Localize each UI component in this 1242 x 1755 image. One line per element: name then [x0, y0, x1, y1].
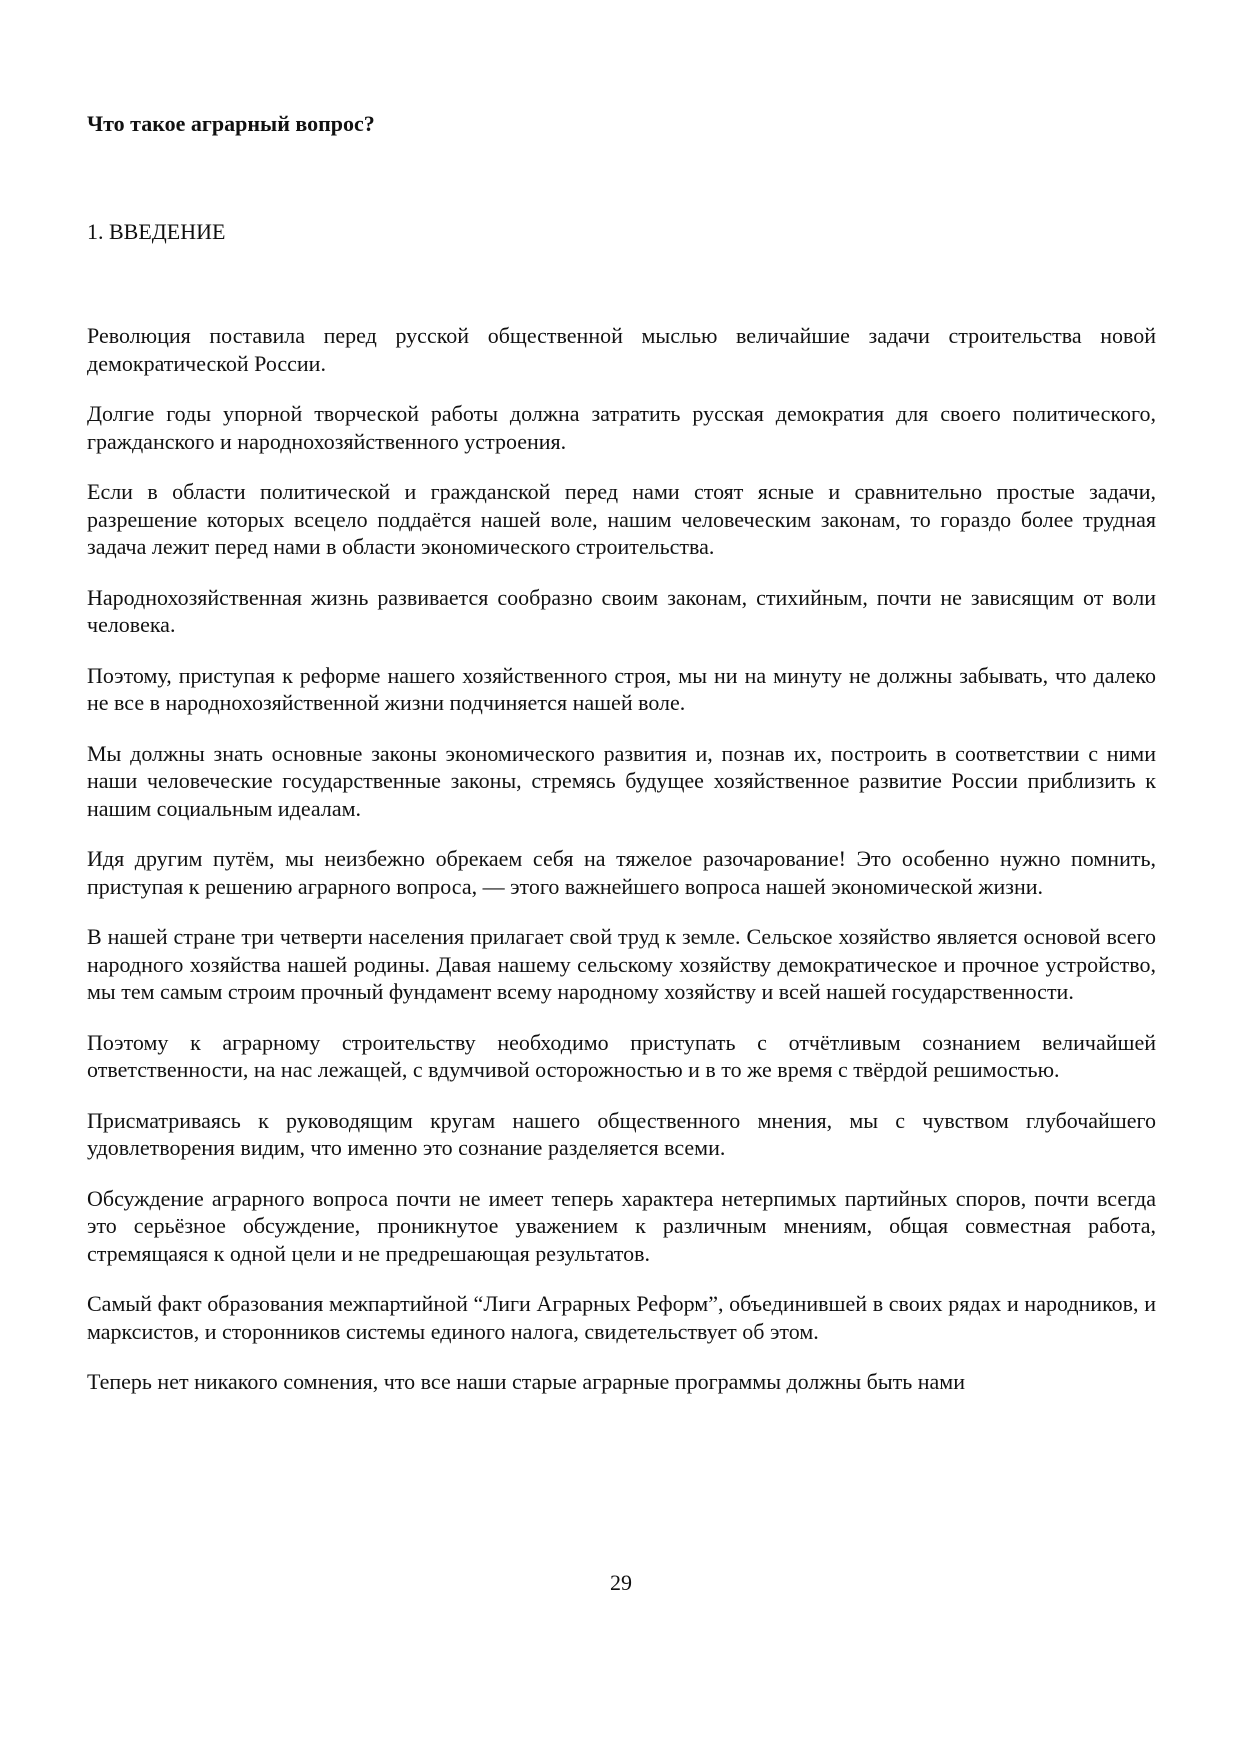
paragraph: Обсуждение аграрного вопроса почти не имеет теперь характера нетерпимых партийных споров, почти всегда это серьёзное обсуждение, проникнутое уважением к различным мнениям, общая совместная работа, стремящаяся к одной цели и не предрешающая результатов.	[87, 1185, 1156, 1266]
paragraph: Мы должны знать основные законы экономического развития и, познав их, построить в соответствии с ними наши человеческие государственные законы, стремясь будущее хозяйственное развитие России приблизить к нашим социальным идеалам.	[87, 740, 1156, 821]
paragraph: Поэтому к аграрному строительству необходимо приступать с отчётливым сознанием величайшей ответственности, на нас лежащей, с вдумчивой осторожностью и в то же время с твёрдой решимостью.	[87, 1029, 1156, 1082]
paragraph: Революция поставила перед русской общественной мыслью величайшие задачи строительства новой демократической России.	[87, 323, 1156, 376]
paragraph: В нашей стране три четверти населения прилагает свой труд к земле. Сельское хозяйство является основой всего народного хозяйства нашей родины. Давая нашему сельскому хозяйству демократическое и прочное устройство, мы тем самым строим прочный фундамент всему народному хозяйству и всей нашей государственности.	[87, 924, 1156, 1004]
page-number: 29	[610, 1570, 632, 1595]
paragraph: Самый факт образования межпартийной “Лиги Аграрных Реформ”, объединившей в своих рядах и народников, и марксистов, и сторонников системы единого налога, свидетельствует об этом.	[87, 1291, 1156, 1344]
paragraph: Если в области политической и гражданской перед нами стоят ясные и сравнительно простые задачи, разрешение которых всецело поддаётся нашей воле, нашим человеческим законам, то гораздо более трудная задача лежит перед нами в области экономического строительства.	[87, 479, 1156, 559]
paragraph: Присматриваясь к руководящим кругам нашего общественного мнения, мы с чувством глубочайшего удовлетворения видим, что именно это сознание разделяется всеми.	[87, 1107, 1156, 1160]
paragraph: Идя другим путём, мы неизбежно обрекаем себя на тяжелое разочарование! Это особенно нужно помнить, приступая к решению аграрного вопроса, — этого важнейшего вопроса нашей экономической жизни.	[87, 846, 1156, 899]
paragraph: Поэтому, приступая к реформе нашего хозяйственного строя, мы ни на минуту не должны забывать, что далеко не все в народнохозяйственной жизни подчиняется нашей воле.	[87, 662, 1156, 715]
page-title: Что такое аграрный вопрос?	[87, 111, 375, 136]
paragraph: Долгие годы упорной творческой работы должна затратить русская демократия для своего политического, гражданского и народнохозяйственного устроения.	[87, 401, 1156, 454]
section-heading: 1. ВВЕДЕНИЕ	[87, 219, 226, 244]
body-text	[87, 322, 1156, 1419]
paragraph: Теперь нет никакого сомнения, что все наши старые аграрные программы должны быть нами	[87, 1369, 965, 1394]
paragraph: Народнохозяйственная жизнь развивается сообразно своим законам, стихийным, почти не зависящим от воли человека.	[87, 584, 1156, 637]
